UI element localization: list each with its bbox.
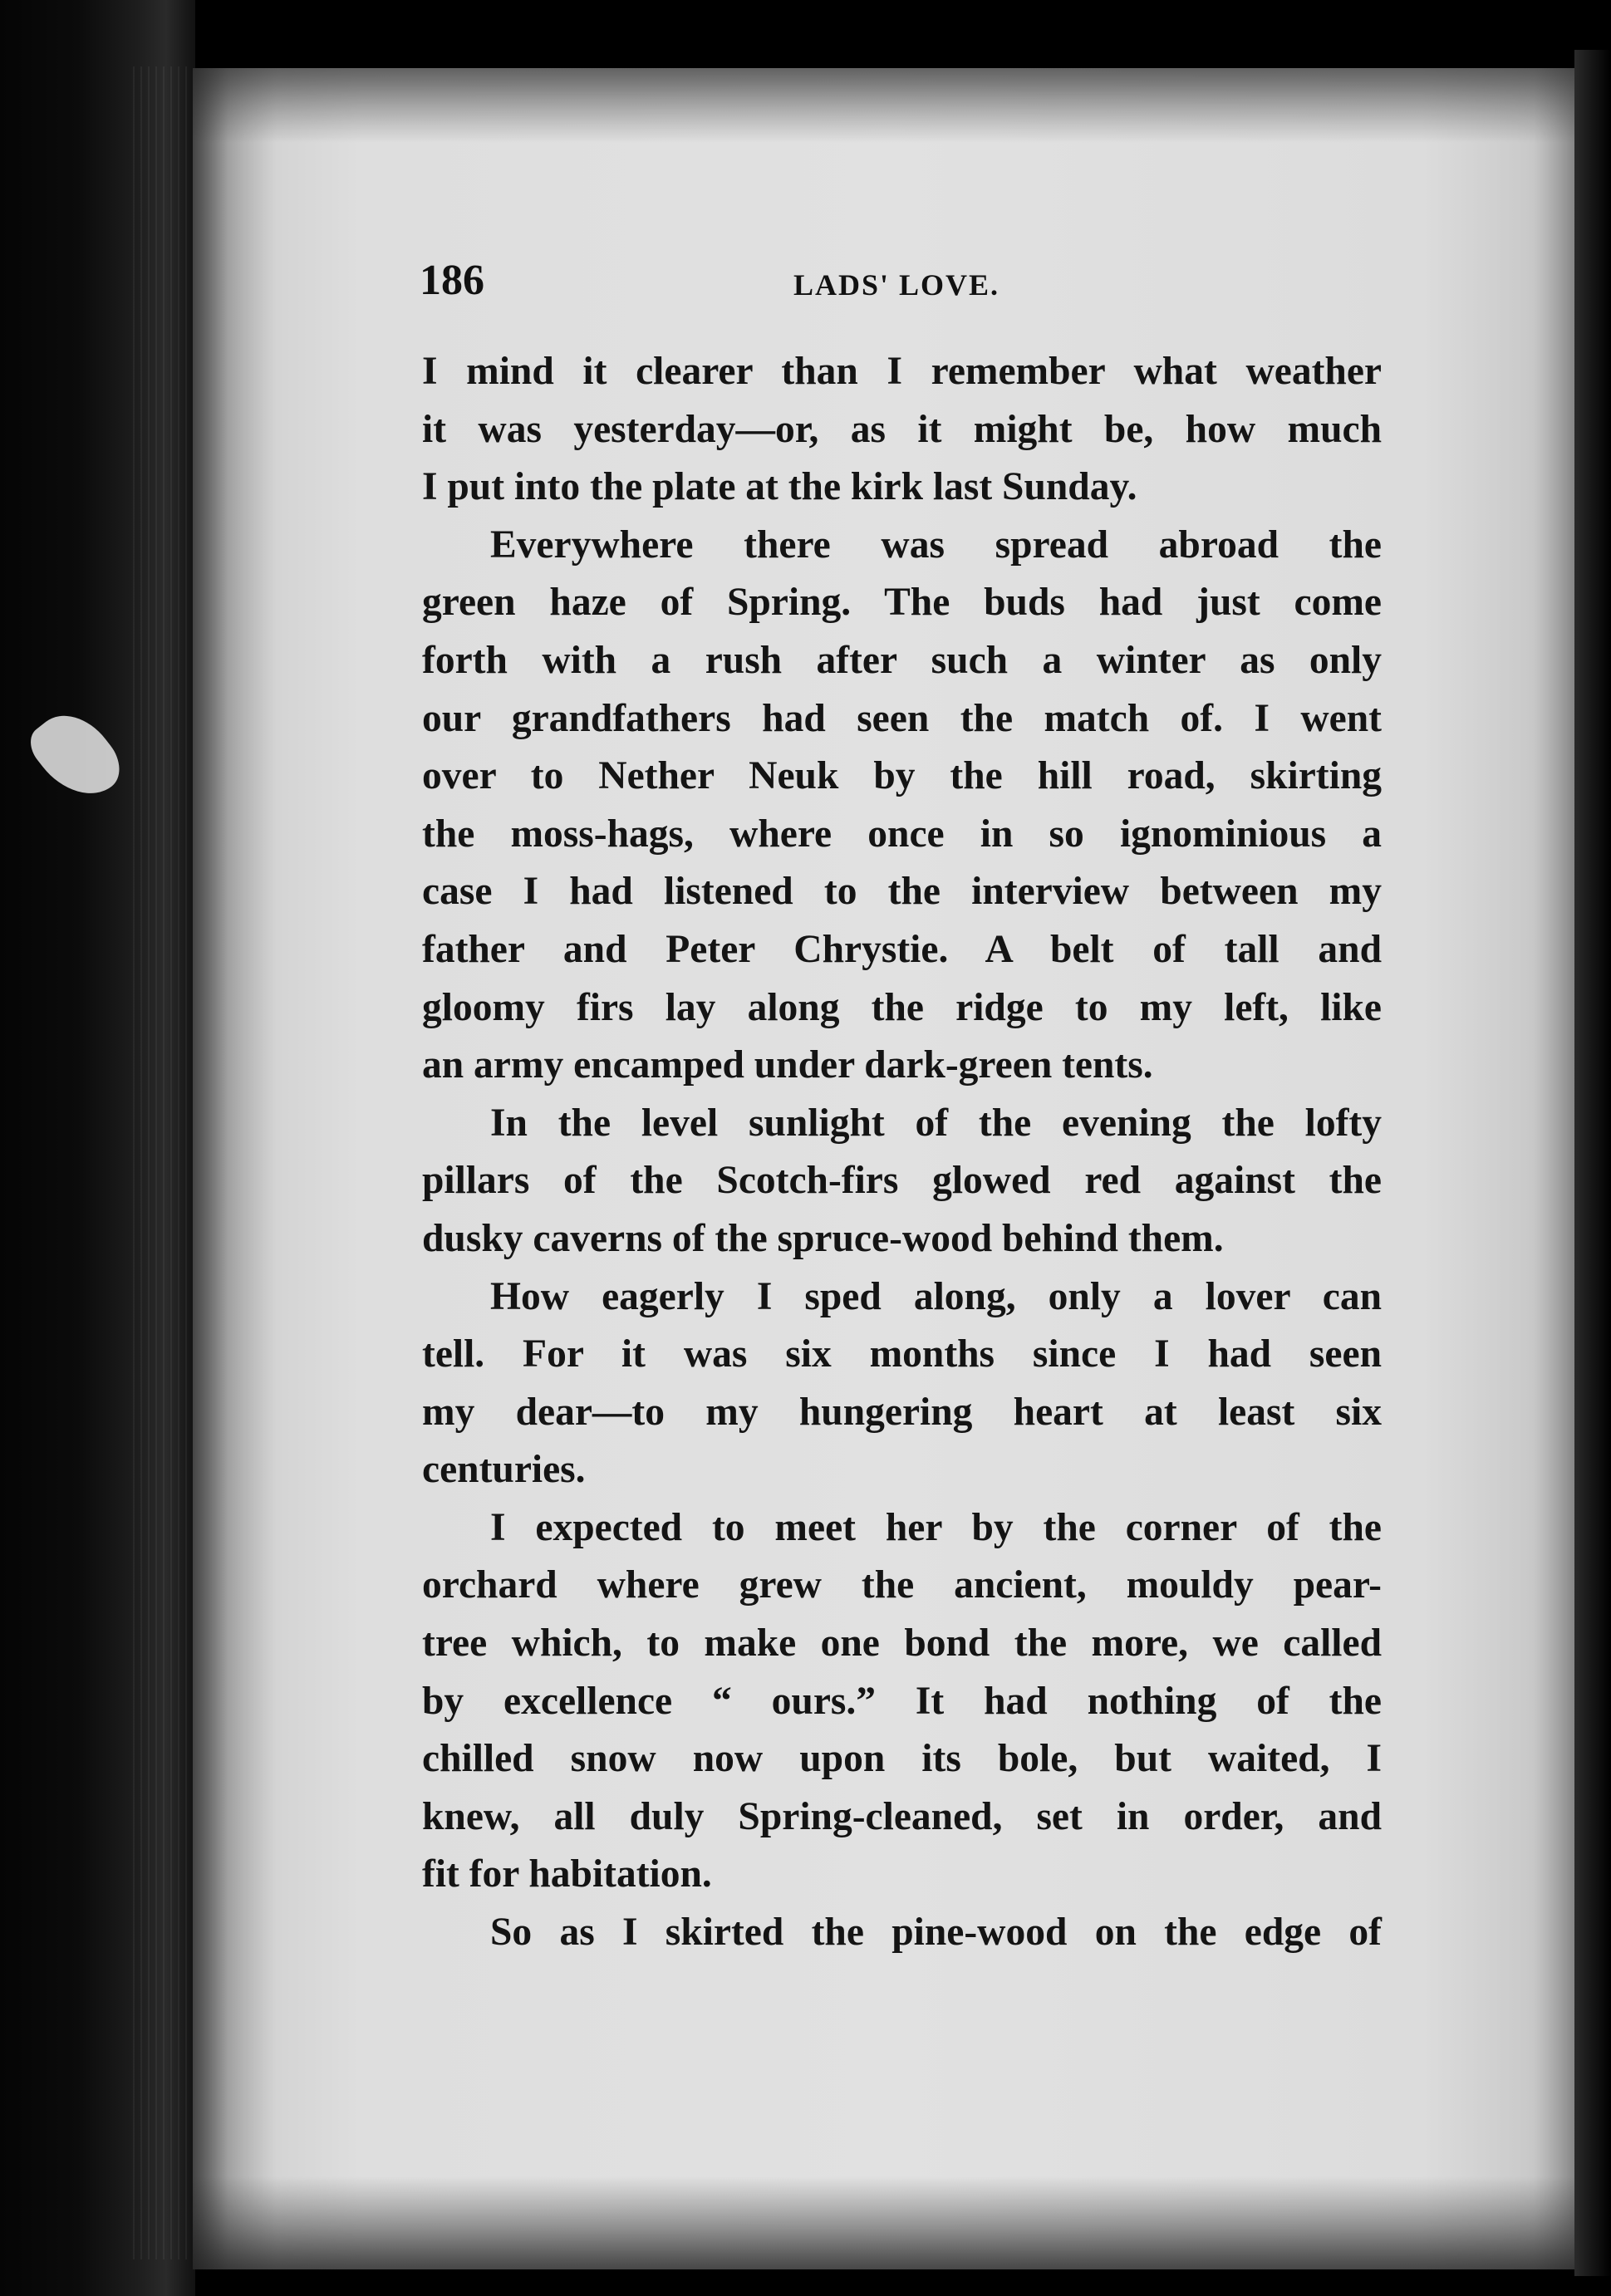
text-line: How eagerly I sped along, only a lover can [490,1274,1382,1318]
text-line: it was yesterday—or, as it might be, how much [422,407,1382,451]
page-number: 186 [420,257,484,304]
text-line: In the level sunlight of the evening the lofty [490,1101,1382,1145]
text-line: fit for habitation. [422,1852,712,1896]
text-line: our grandfathers had seen the match of. I went [422,696,1382,740]
text-line: orchard where grew the ancient, mouldy pear- [422,1563,1382,1607]
page-header [420,256,1400,314]
text-line: by excellence “ ours.” It had nothing of the [422,1679,1382,1723]
paper-bottom-shadow [193,2176,1590,2269]
text-line: centuries. [422,1448,586,1492]
text-line: green haze of Spring. The buds had just come [422,581,1382,625]
text-line: over to Nether Neuk by the hill road, skirting [422,754,1382,798]
text-line: I put into the plate at the kirk last Sunday. [422,465,1137,509]
text-line: knew, all duly Spring-cleaned, set in order, and [422,1794,1382,1838]
text-line: I mind it clearer than I remember what weather [422,350,1382,393]
text-line: dusky caverns of the spruce-wood behind them. [422,1216,1224,1260]
text-line: I expected to meet her by the corner of the [490,1505,1382,1549]
text-line: the moss-hags, where once in so ignominious a [422,812,1382,856]
text-line: father and Peter Chrystie. A belt of tall and [422,927,1382,971]
right-edge-shadow [1574,50,1611,2276]
text-line: pillars of the Scotch-firs glowed red against the [422,1159,1382,1203]
paper-top-shadow [193,68,1590,143]
running-head: LADS' LOVE. [793,268,1000,302]
text-line: forth with a rush after such a winter as only [422,638,1382,682]
binding-texture [133,66,191,2259]
text-line: an army encamped under dark-green tents. [422,1043,1153,1087]
text-line: case I had listened to the interview between my [422,870,1382,914]
text-line: gloomy firs lay along the ridge to my left, like [422,985,1382,1029]
text-line: tree which, to make one bond the more, we called [422,1621,1382,1666]
text-line: my dear—to my hungering heart at least six [422,1390,1382,1434]
text-line: chilled snow now upon its bole, but waited, I [422,1737,1382,1781]
text-line: So as I skirted the pine-wood on the edge of [490,1911,1382,1955]
text-line: tell. For it was six months since I had seen [422,1332,1382,1376]
body-text [422,343,1382,1962]
text-line: Everywhere there was spread abroad the [490,522,1382,567]
